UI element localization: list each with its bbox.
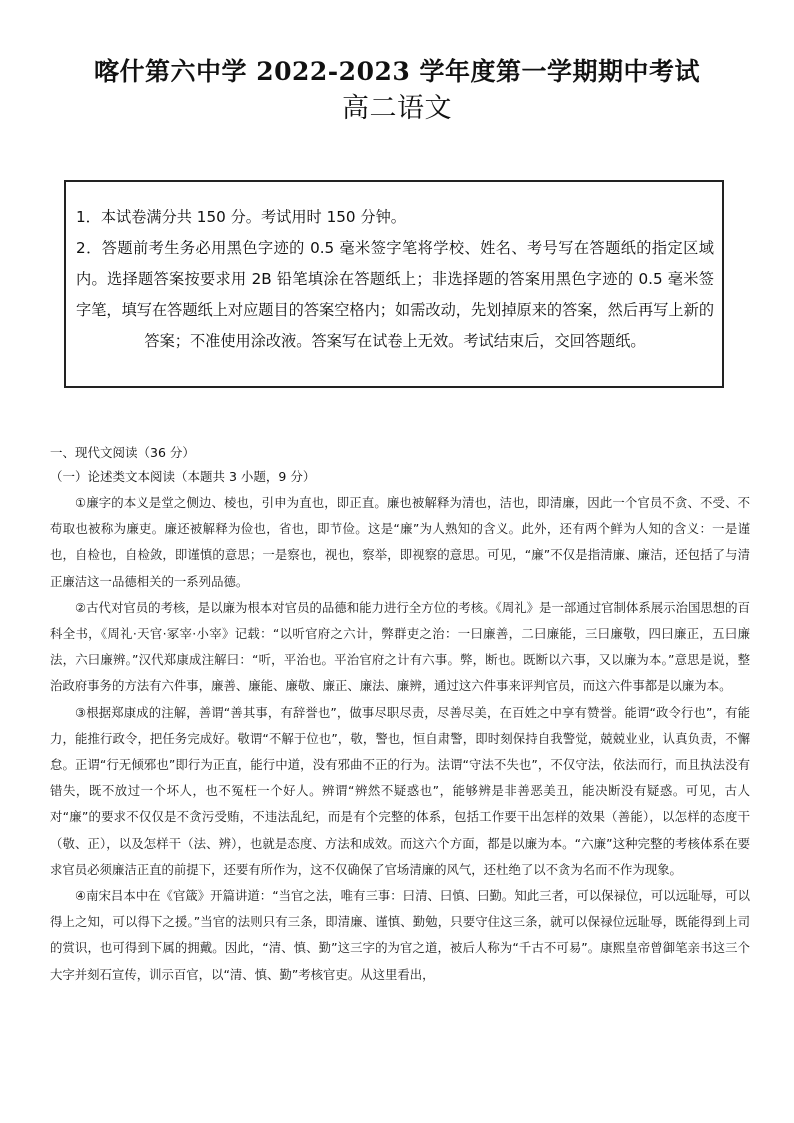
instructions-box <box>64 180 724 388</box>
exam-title: 喀什第六中学 2022-2023 学年度第一学期期中考试 <box>94 57 700 86</box>
reading-passage <box>50 490 750 988</box>
passage-paragraph-1: ①廉字的本义是堂之侧边、棱也，引申为直也，即正直。廉也被解释为清也，洁也，即清廉，因此一个官员不贪、不受、不苟取也被称为廉吏。廉还被解释为俭也，省也，即节俭。这是“廉”为人熟知的含义。此外，还有两个鲜为人知的含义：一是谨也，自检也，自检敛，即谨慎的意思；一是察也，视也，察举，即视察的意思。可见，“廉”不仅是指清廉、廉洁，还包括了与清正廉洁这一品德相关的一系列品德。 <box>50 495 750 589</box>
passage-paragraph-2: ②古代对官员的考核，是以廉为根本对官员的品德和能力进行全方位的考核。《周礼》是一部通过官制体系展示治国思想的百科全书，《周礼·天官·冢宰·小宰》记载：“以听官府之六计，弊群吏之治：一曰廉善，二曰廉能，三曰廉敬，四曰廉正，五曰廉法，六曰廉辨。”汉代郑康成注解曰：“听，平治也。平治官府之计有六事。弊，断也。既断以六事，又以廉为本。”意思是说，整治政府事务的方法有六件事，廉善、廉能、廉敬、廉正、廉法、廉辨，通过这六件事来评判官员，而这六件事都是以廉为本。 <box>50 599 750 694</box>
passage-paragraph-3: ③根据郑康成的注解，善谓“善其事，有辞誉也”，做事尽职尽责，尽善尽美，在百姓之中享有赞誉。能谓“政令行也”，有能力，能推行政令，把任务完成好。敬谓“不解于位也”，敬，警也，恒自肃警，即时刻保持自我警觉，兢兢业业，认真负责，不懈怠。正谓“行无倾邪也”即行为正直，能行中道，没有邪曲不正的行为。法谓“守法不失也”，不仅守法，依法而行，而且执法没有错失，既不放过一个坏人，也不冤枉一个好人。辨谓“辨然不疑惑也”，能够辨是非善恶美丑，能决断没有疑惑。可见，古人对“廉”的要求不仅仅是不贪污受贿，不违法乱纪，而是有个完整的体系，包括工作要干出怎样的效果（善能），以怎样的态度干（敬、正），以及怎样干（法、辨），也就是态度、方法和成效。而这六个方面，都是以廉为本。“六廉”这种完整的考核体系在要求官员必须廉洁正直的前提下，还要有所作为，这不仅确保了官场清廉的风气，还杜绝了以不贪为名而不作为现象。 <box>50 704 750 877</box>
instruction-item-1: 1．本试卷满分共 150 分。考试用时 150 分钟。 <box>76 208 406 226</box>
passage-paragraph-4: ④南宋吕本中在《官箴》开篇讲道：“当官之法，唯有三事：曰清、曰慎、曰勤。知此三者，可以保禄位，可以远耻辱，可以得上之知，可以得下之援。”当官的法则只有三条，即清廉、谨慎、勤勉，只要守住这三条，就可以保禄位远耻辱，既能得到上司的赏识，也可得到下属的拥戴。因此，“清、慎、勤”这三字的为官之道，被后人称为“千古不可易”。康熙皇帝曾御笔亲书这三个大字并刻石宣传，训示百官，以“清、慎、勤”考核官吏。从这里看出， <box>50 888 750 982</box>
exam-subject-title: 高二语文 <box>342 93 452 124</box>
section-subheading: （一）论述类文本阅读（本题共 3 小题，9 分） <box>50 469 316 484</box>
instruction-item-2: 2．答题前考生务必用黑色字迹的 0.5 毫米签字笔将学校、姓名、考号写在答题纸的指定区域内。选择题答案按要求用 2B 铅笔填涂在答题纸上；非选择题的答案用黑色字迹的 0.5 毫米签字笔，填写在答题纸上对应题目的答案空格内；如需改动，先划掉原来的答案，然后再写上新的答案；不准使用涂改液。答案写在试卷上无效。考试结束后，交回答题纸。 <box>76 239 714 350</box>
section-heading: 一、现代文阅读（36 分） <box>50 445 195 460</box>
